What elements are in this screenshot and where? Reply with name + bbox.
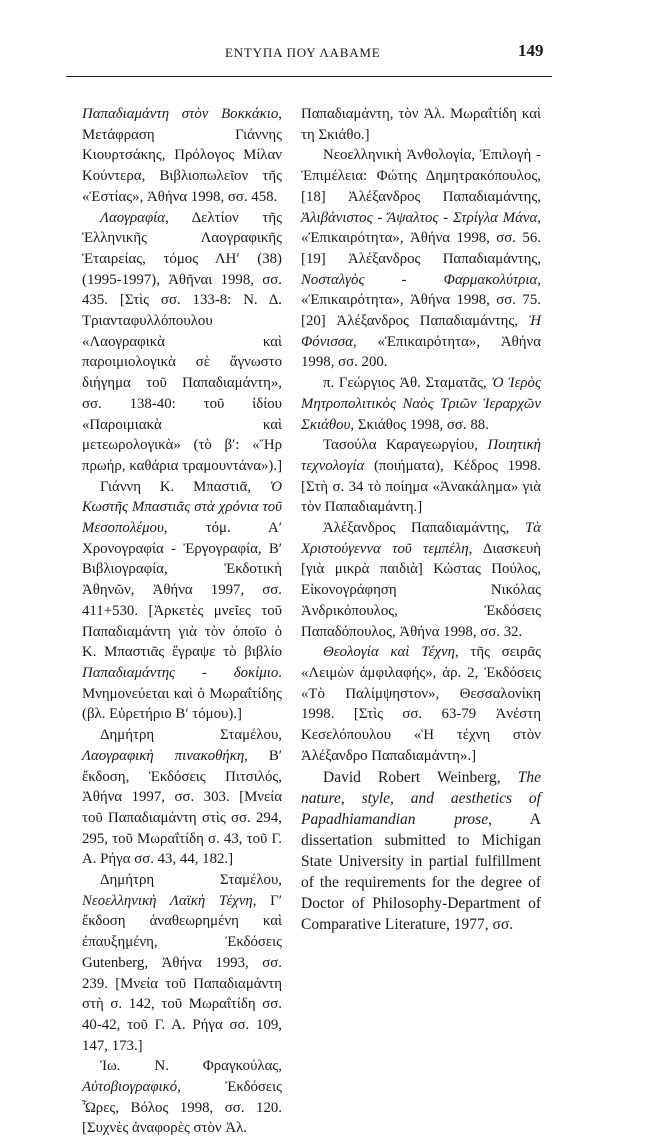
entry-text: π. Γεώργιος Ἀθ. Σταματᾶς, bbox=[323, 375, 492, 392]
left-column bbox=[82, 104, 282, 1139]
entry-paragraph bbox=[82, 870, 282, 1056]
entry-text: , Σκιάθος 1998, σσ. 88. bbox=[350, 416, 489, 433]
entry-paragraph bbox=[82, 104, 282, 208]
entry-text: Ἀλέξανδρος Παπαδιαμάντης, bbox=[323, 520, 525, 537]
entry-text: , «Ἐπικαιρότητα», Ἀθήνα 1998, σσ. 75. [20] Ἀλέξανδρος Παπαδιαμάντης, bbox=[301, 271, 541, 330]
entry-paragraph bbox=[301, 373, 541, 435]
entry-paragraph bbox=[301, 518, 541, 642]
entry-text: Λαογραφία bbox=[100, 209, 166, 226]
entry-text: Ἰω. Ν. Φραγκούλας, bbox=[100, 1058, 282, 1075]
entry-text: Λαογραφικὴ πινακοθήκη bbox=[82, 747, 245, 764]
entry-text: Ἀλιβάνιστος - Ἄψαλτος - Στρίγλα Μάνα bbox=[301, 209, 538, 226]
entry-text: Παπαδιαμάντης - δοκίμιο bbox=[82, 664, 279, 681]
entry-text: (ποιήματα), Κέδρος 1998. [Στὴ σ. 34 τὸ ποίημα «Ἀνακάλημα» γιὰ τὸν Παπαδιαμάντη.] bbox=[301, 457, 541, 516]
entry-text: , Βʹ ἔκδοση, Ἐκδόσεις Πιτσιλός, Ἀθήνα 1997, σσ. 303. [Μνεία τοῦ Παπαδιαμάντη στὶς σσ. 294, 295, τοῦ Μωραΐτίδη σ. 43, τοῦ Γ. Α. Ρήγα σσ. 43, 44, 182.] bbox=[82, 747, 282, 868]
entry-paragraph bbox=[301, 435, 541, 518]
entry-text: , τόμ. Αʹ Χρονογραφία - Ἐργογραφία, Βʹ Βιβλιογραφία, Ἐκδοτικὴ Ἀθηνῶν, Ἀθήνα 1997, σσ. 411+530. [Ἀρκετὲς μνεῖες τοῦ Παπαδιαμάντη γιὰ τὸν ὁποῖο ὁ Κ. Μπαστιᾶς ἔγραψε τὸ βιβλίο bbox=[82, 520, 282, 661]
right-column bbox=[301, 104, 541, 935]
entry-text: , Ἐκδόσεις Ὧρες, Βόλος 1998, σσ. 120. [Συχνὲς ἀναφορὲς στὸν Ἀλ. bbox=[82, 1079, 282, 1137]
running-head: ΕΝΤΥΠΑ ΠΟΥ ΛΑΒΑΜΕ bbox=[225, 45, 381, 60]
entry-text: , «Ἐπικαιρότητα», Ἀθήνα 1998, σσ. 200. bbox=[301, 333, 541, 371]
entry-text: Γιάννη Κ. Μπαστιᾶ, bbox=[100, 478, 270, 495]
entry-text: . Μνημονεύεται καὶ ὁ Μωραΐτίδης (βλ. Εὑρετήριο Βʹ τόμου).] bbox=[82, 664, 282, 723]
page-number: 149 bbox=[518, 41, 544, 60]
entry-text: , Διασκευὴ [γιὰ μικρὰ παιδιὰ] Κώστας Πούλος, Εἰκονογράφηση Νικόλας Ἀνδρικόπουλος, Ἐκδόσεις Παπαδόπουλος, Ἀθήνα 1998, σσ. 32. bbox=[301, 540, 541, 640]
entry-text: Δημήτρη Σταμέλου, bbox=[100, 727, 282, 744]
entry-text: , Μετάφραση Γιάννης Κιουρτσάκης, Πρόλογος Μίλαν Κούντερα, Βιβλιοπωλεῖον τῆς «Ἑστίας», Ἀθήνα 1998, σσ. 458. bbox=[82, 106, 282, 205]
entry-paragraph bbox=[82, 208, 282, 477]
entry-text: , Γʹ ἔκδοση ἀναθεωρημένη καὶ ἐπαυξημένη, Ἐκδόσεις Gutenberg, Ἀθήνα 1993, σσ. 239. [Μνεία τοῦ Παπαδιαμάντη στὴ σ. 142, τοῦ Μωραΐτίδη σσ. 40-42, τοῦ Γ. Α. Ρήγα σσ. 109, 147, 173.] bbox=[82, 892, 282, 1054]
entry-text: Αὐτοβιογραφικό bbox=[82, 1079, 178, 1096]
entry-text: Δημήτρη Σταμέλου, bbox=[100, 872, 282, 889]
header-rule bbox=[66, 76, 552, 77]
entry-paragraph bbox=[301, 145, 541, 373]
entry-text: Παπαδιαμάντη, τὸν Ἀλ. Μωραΐτίδη καὶ τη Σκιάθο.] bbox=[301, 106, 541, 143]
entry-text: Τασούλα Καραγεωργίου, bbox=[323, 437, 488, 454]
entry-text: Ποιητικὴ τεχνολογία bbox=[301, 437, 541, 474]
entry-paragraph bbox=[82, 725, 282, 870]
entry-text: , A dissertation submitted to Michigan State University in partial fulfillment of the requirements for the degree of Doctor of Philosophy-Department of Comparative Literature, 1977, σσ. bbox=[301, 810, 541, 933]
entry-text: , «Ἐπικαιρότητα», Ἀθήνα 1998, σσ. 56. [19] Ἀλέξανδρος Παπαδιαμάντης, bbox=[301, 209, 541, 267]
entry-text: Νοσταλγὸς - Φαρμακολύτρια bbox=[301, 271, 538, 288]
entry-paragraph bbox=[82, 1056, 282, 1139]
entry-text: Τὰ Χριστούγεννα τοῦ τεμπέλη bbox=[301, 520, 541, 557]
entry-paragraph bbox=[301, 642, 541, 766]
entry-text: Ὁ Ἱερὸς Μητροπολιτικὸς Ναὸς Τριῶν Ἱεραρχῶν Σκιάθου bbox=[301, 375, 541, 433]
entry-text: Θεολογία καὶ Τέχνη bbox=[323, 644, 455, 661]
entry-text: Ἡ Φόνισσα bbox=[301, 313, 541, 350]
entry-text: Νεοελληνικὴ Ἀνθολογία, Ἐπιλογὴ - Ἐπιμέλεια: Φώτης Δημητρακόπουλος, [18] Ἀλέξανδρος Παπαδιαμάντης, bbox=[301, 147, 541, 205]
entry-text: , Δελτίον τῆς Ἑλληνικῆς Λαογραφικῆς Ἑταιρείας, τόμος ΛΗʹ (38) (1995-1997), Ἀθῆναι 1998, σσ. 435. [Στὶς σσ. 133-8: Ν. Δ. Τριανταφυλλόπουλου «Λαογραφικὰ καὶ παροιμιολογικὰ σὲ ἄγνωστο διήγημα τοῦ Παπαδιαμάντη», σσ. 138-40: τοῦ ἰδίου «Παροιμιακὰ καὶ μετεωρολογικὰ» (τὸ βʹ: «Ἤρ πρωήρ, καθάρια τραμουντάνα»).] bbox=[82, 209, 283, 474]
entry-text: Ὁ Κωστῆς Μπαστιᾶς στὰ χρόνια τοῦ Μεσοπολέμου bbox=[82, 478, 282, 537]
entry-text: David Robert Weinberg, bbox=[323, 768, 518, 786]
entry-text: Παπαδιαμάντη στὸν Βοκκάκιο bbox=[82, 106, 279, 122]
entry-paragraph bbox=[301, 104, 541, 145]
entry-text: , τῆς σειρᾶς «Λειμὼν ἀμφιλαφής», ἀρ. 2, Ἐκδόσεις «Τὸ Παλίμψηστον», Θεσσαλονίκη 1998. [Στὶς σσ. 63-79 Ἀνέστη Κεσελόπουλου «Ἡ τέχνη στὸν Ἀλέξανδρο Παπαδιαμάντη».] bbox=[301, 644, 541, 764]
entry-text: The nature, style, and aesthetics of Papadhiamandian prose bbox=[301, 768, 541, 828]
entry-paragraph bbox=[301, 767, 541, 935]
entry-text: Νεοελληνικὴ Λαϊκὴ Τέχνη bbox=[82, 892, 253, 909]
entry-paragraph bbox=[82, 477, 282, 725]
